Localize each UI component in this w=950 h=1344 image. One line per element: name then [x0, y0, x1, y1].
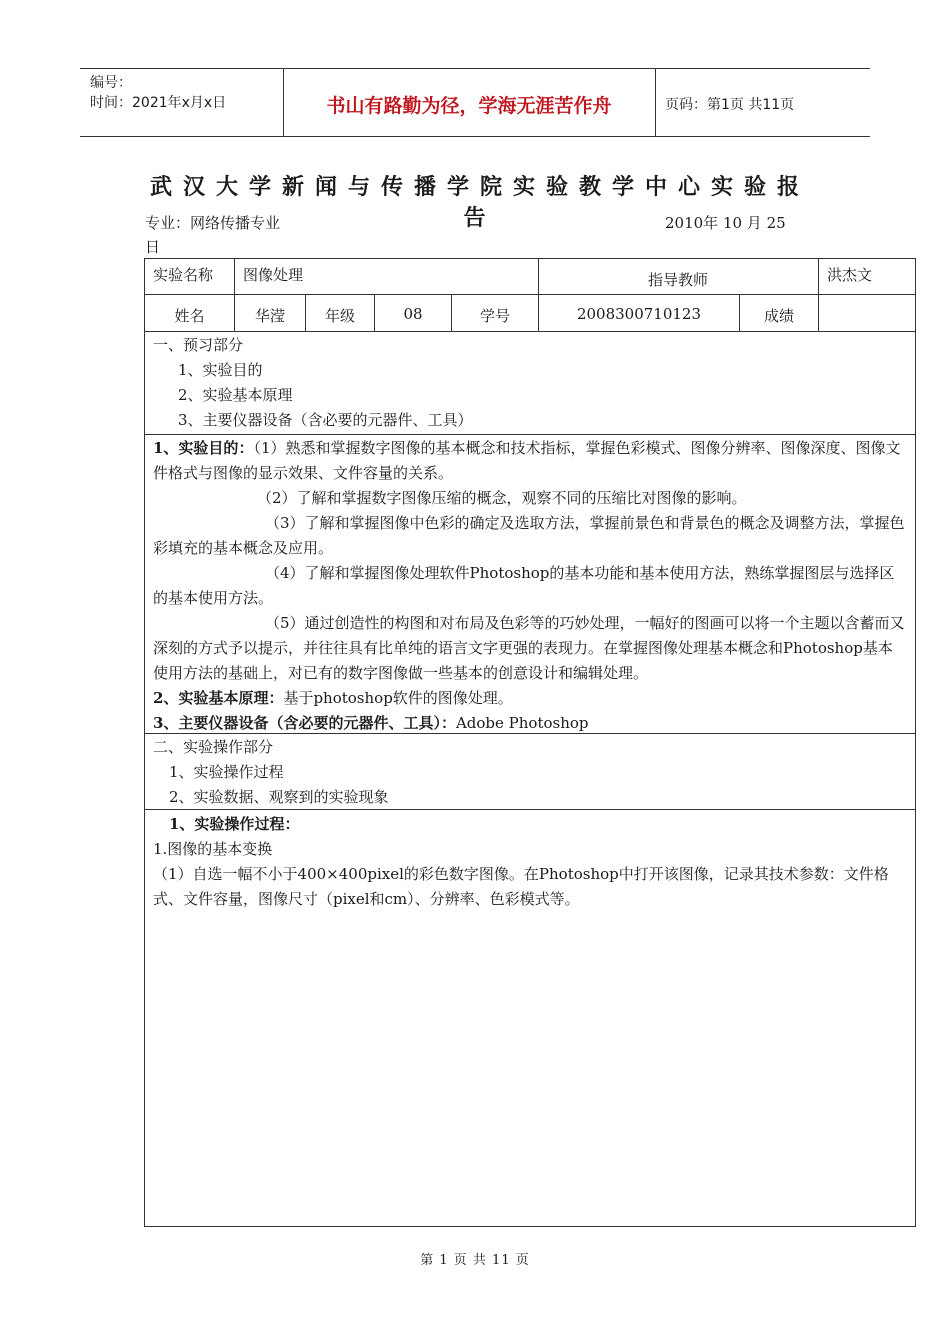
header-left	[90, 73, 226, 113]
page-footer: 第 1 页 共 11 页	[420, 1253, 530, 1268]
preview-section	[153, 333, 907, 433]
page-header	[80, 68, 870, 137]
id-label: 学号	[479, 307, 510, 325]
section-divider	[145, 434, 915, 435]
process-sub: 1.图像的基本变换	[153, 840, 273, 858]
purpose-text-5: （5）通过创造性的构图和对布局及色彩等的巧妙处理，一幅好的图画可以将一个主题以含蓄而又深刻的方式予以提示，并往往具有比单纯的语言文字更强的表现力。在掌握图像处理基本概念和Photoshop基本使用方法的基础上，对已有的数字图像做一些基本的创意设计和编辑处理。	[153, 614, 905, 682]
purpose-label: 1、实验目的：	[153, 439, 254, 457]
section-divider	[145, 733, 915, 734]
purpose-section	[153, 436, 907, 736]
header-page-info: 页码：第1页 共11页	[665, 97, 795, 113]
grade-label: 年级	[324, 307, 355, 325]
preview-item: 2、实验基本原理	[178, 386, 293, 404]
equipment-text: Adobe Photoshop	[455, 714, 589, 732]
operation-item: 2、实验数据、观察到的实验现象	[169, 788, 389, 806]
report-date-tail: 日	[145, 238, 161, 256]
principle-label: 2、实验基本原理：	[153, 689, 284, 707]
exp-name-value: 图像处理	[243, 266, 304, 284]
row-divider	[145, 294, 915, 295]
teacher-value: 洪杰文	[827, 266, 873, 284]
preview-heading: 一、预习部分	[153, 336, 244, 354]
purpose-paragraph	[153, 436, 907, 486]
major-label: 专业：网络传播专业	[145, 214, 281, 232]
grade-value: 08	[403, 305, 423, 323]
time-label: 时间：2021年x月x日	[90, 95, 227, 111]
process-section	[153, 812, 907, 912]
operation-heading: 二、实验操作部分	[153, 738, 274, 756]
id-value: 2008300710123	[576, 305, 702, 323]
score-label: 成绩	[763, 307, 794, 325]
name-value: 华滢	[254, 307, 285, 325]
report-date: 2010年 10 月 25	[665, 214, 786, 232]
section-divider	[145, 809, 915, 810]
exp-name-label: 实验名称	[153, 266, 214, 284]
purpose-text-3: （3）了解和掌握图像中色彩的确定及选取方法，掌握前景色和背景色的概念及调整方法，掌握色彩填充的基本概念及应用。	[153, 514, 905, 557]
operation-item: 1、实验操作过程	[169, 763, 284, 781]
equipment-label: 3、主要仪器设备（含必要的元器件、工具）：	[153, 714, 456, 732]
report-table	[144, 258, 916, 1227]
preview-item: 3、主要仪器设备（含必要的元器件、工具）	[178, 411, 473, 429]
purpose-text-4: （4）了解和掌握图像处理软件Photoshop的基本功能和基本使用方法，熟练掌握图层与选择区的基本使用方法。	[153, 564, 895, 607]
process-label: 1、实验操作过程：	[169, 815, 300, 833]
process-text-1: （1）自选一幅不小于400×400pixel的彩色数字图像。在Photoshop中打开该图像，记录其技术参数：文件格式、文件容量，图像尺寸（pixel和cm）、分辨率、色彩模式等。	[153, 865, 889, 908]
row-divider	[145, 331, 915, 332]
header-motto: 书山有路勤为径，学海无涯苦作舟	[326, 95, 612, 117]
number-label: 编号：	[90, 75, 132, 91]
principle-paragraph	[153, 686, 907, 711]
report-title: 武汉大学新闻与传播学院实验教学中心实验报告	[149, 175, 810, 231]
purpose-text-1: （1）熟悉和掌握数字图像的基本概念和技术指标，掌握色彩模式、图像分辨率、图像深度、图像文件格式与图像的显示效果、文件容量的关系。	[153, 439, 901, 482]
purpose-text-2: （2）了解和掌握数字图像压缩的概念，观察不同的压缩比对图像的影响。	[257, 489, 747, 507]
header-divider	[655, 69, 656, 136]
cell-divider	[818, 259, 819, 331]
principle-text: 基于photoshop软件的图像处理。	[283, 689, 513, 707]
teacher-label: 指导教师	[647, 271, 708, 289]
name-label: 姓名	[174, 307, 205, 325]
operation-section	[153, 735, 907, 810]
preview-item: 1、实验目的	[178, 361, 263, 379]
